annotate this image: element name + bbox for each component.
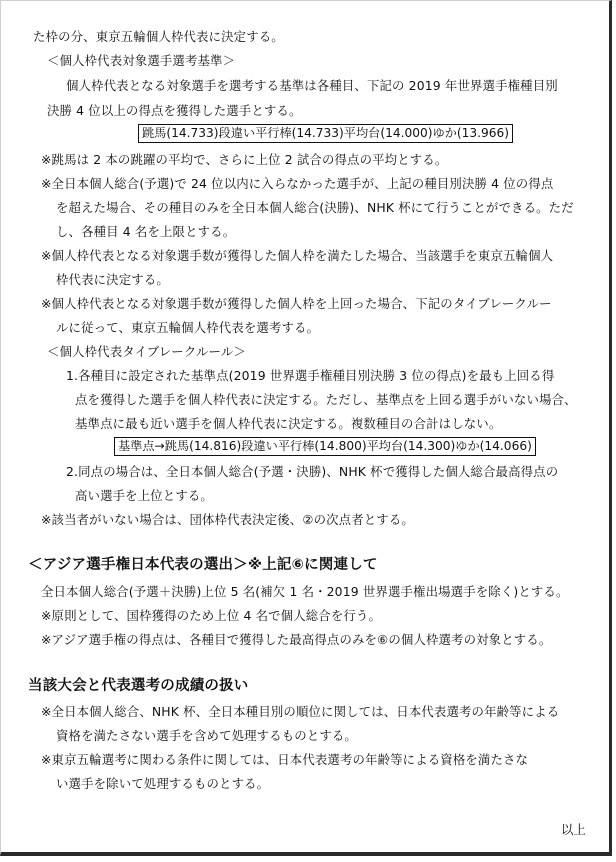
text-line: 全日本個人総合(予選＋決勝)上位 5 名(補欠 1 名・2019 世界選手権出場選手を除く)とする。 [41, 584, 569, 599]
standard-scores-box: 基準点→跳馬(14.816)段違い平行棒(14.800)平均台(14.300)ゆか(14.066) [114, 437, 536, 456]
rule-line: 基準点に最も近い選手を個人枠代表に決定する。複数種目の合計はしない。 [75, 416, 502, 431]
rule-line: 高い選手を上位とする。 [75, 488, 213, 503]
rule-line: 1.各種目に設定された基準点(2019 世界選手権種目別決勝 3 位の得点)を最も上回る得 [66, 368, 555, 383]
heading-results-handling: 当該大会と代表選考の成績の扱い [28, 678, 249, 694]
note-line: ※個人枠代表となる対象選手数が獲得した個人枠を満たした場合、当該選手を東京五輪個人 [41, 248, 554, 263]
rule-line: 2.同点の場合は、全日本個人総合(予選・決勝)、NHK 杯で獲得した個人総合最高得点の [66, 464, 559, 479]
note-line: ※原則として、国枠獲得のため上位 4 名で個人総合を行う。 [41, 608, 382, 623]
note-line: ルに従って、東京五輪個人枠代表を選考する。 [56, 320, 320, 335]
text-line: 決勝 4 位以上の得点を獲得した選手とする。 [47, 103, 302, 118]
heading-asia-championship: ＜アジア選手権日本代表の選出＞※上記⑥に関連して [28, 557, 378, 573]
note-line: し、各種目 4 名を上限とする。 [56, 224, 236, 239]
note-line: ※個人枠代表となる対象選手数が獲得した個人枠を上回った場合、下記のタイブレークルー [41, 296, 552, 311]
criteria-scores-box: 跳馬(14.733)段違い平行棒(14.733)平均台(14.000)ゆか(13.966) [138, 124, 513, 143]
section-heading-tiebreak: ＜個人枠代表タイブレークルール＞ [47, 344, 246, 359]
text-line: た枠の分、東京五輪個人枠代表に決定する。 [33, 29, 284, 44]
note-line: を超えた場合、その種目のみを全日本個人総合(決勝)、NHK 杯にて行うことができる。ただ [56, 200, 574, 215]
note-line: ※全日本個人総合、NHK 杯、全日本種目別の順位に関しては、日本代表選考の年齢等による [41, 704, 560, 719]
note-line: 資格を満たさない選手を含めて処理するものとする。 [56, 728, 357, 743]
note-line: ※該当者がいない場合は、団体枠代表決定後、②の次点者とする。 [41, 512, 414, 527]
section-heading-criteria: ＜個人枠代表対象選手選考基準＞ [47, 53, 236, 68]
note-line: 枠代表に決定する。 [56, 272, 169, 287]
rule-line: 点を獲得した選手を個人枠代表に決定する。ただし、基準点を上回る選手がいない場合、 [75, 392, 577, 407]
closing-text: 以上 [561, 822, 587, 837]
note-line: ※アジア選手権の得点は、各種目で獲得した最高得点のみを⑥の個人枠選考の対象とする。 [41, 632, 552, 647]
text-line: 個人枠代表となる対象選手を選考する基準は各種目、下記の 2019 年世界選手権種目別 [66, 78, 558, 93]
note-line: ※全日本個人総合(予選)で 24 位以内に入らなかった選手が、上記の種目別決勝 4 位の得点 [41, 176, 554, 191]
note-line: ※跳馬は 2 本の跳躍の平均で、さらに上位 2 試合の得点の平均とする。 [41, 152, 448, 167]
note-line: い選手を除いて処理するものとする。 [56, 776, 270, 791]
note-line: ※東京五輪選考に関わる条件に関しては、日本代表選考の年齢等による資格を満たさな [41, 752, 529, 767]
